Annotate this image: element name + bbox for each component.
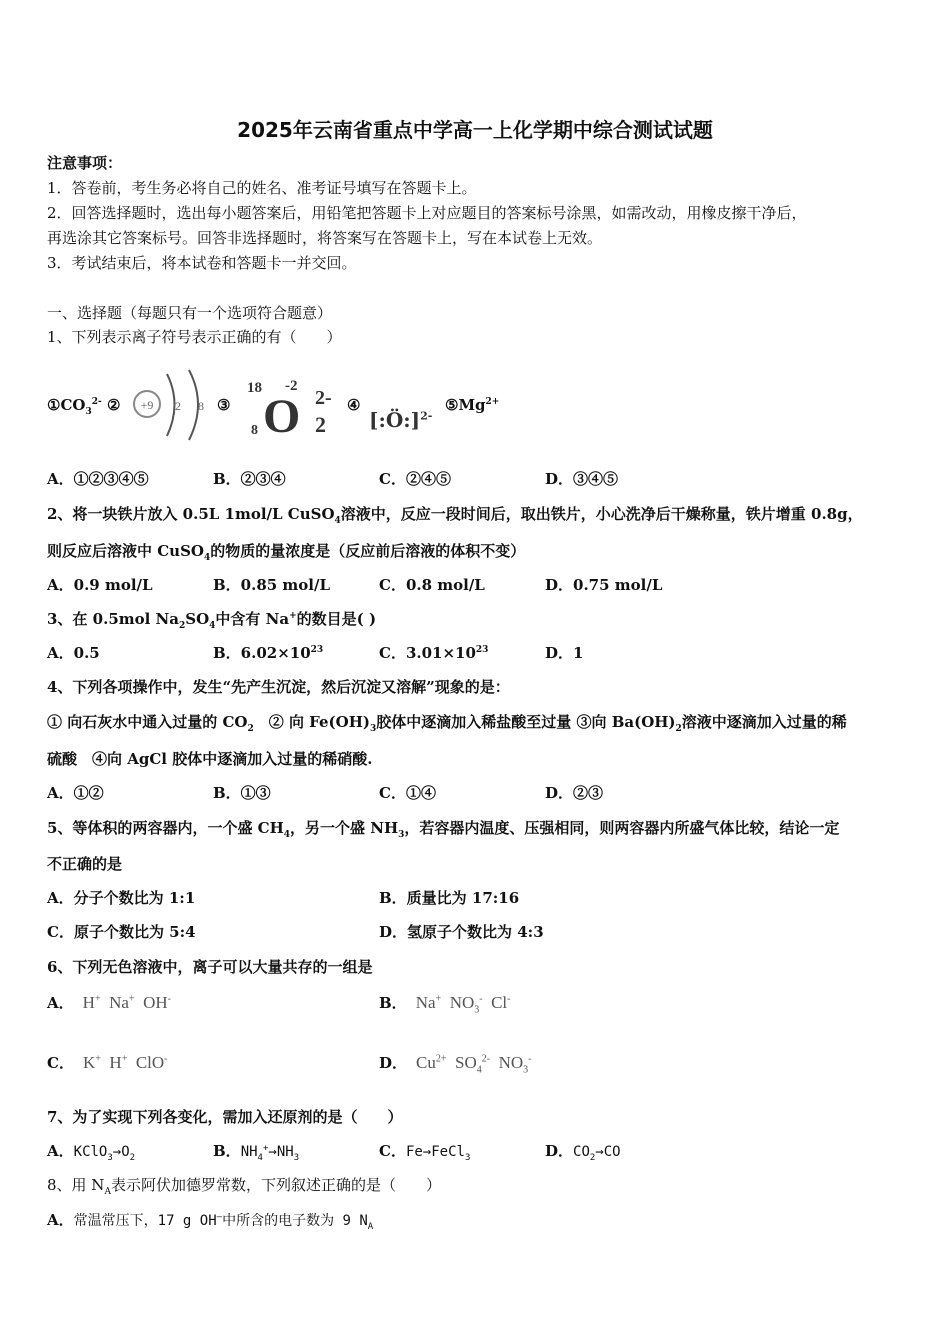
- q3-stem: 3、在 0.5mol $Na_2SO_4$中含有 Na+的数目是( ): [47, 610, 377, 631]
- q6-options-row2: [47, 1052, 907, 1075]
- q1-option-b[interactable]: B．②③④: [213, 470, 286, 488]
- q2-option-a[interactable]: A．0.9 mol/L: [47, 576, 153, 594]
- q4-options: [47, 782, 907, 803]
- shell-1-count: 2: [175, 399, 181, 413]
- q2-options: [47, 574, 907, 595]
- q4-stem: 4、下列各项操作中，发生“先产生沉淀，然后沉淀又溶解”现象的是：: [47, 678, 510, 696]
- q1-options: [47, 468, 907, 489]
- section-heading: 一、选择题（每题只有一个选项符合题意）: [47, 304, 333, 322]
- q1-stem: 1、下列表示离子符号表示正确的有（ ）: [47, 328, 342, 346]
- q1-option-d[interactable]: D．③④⑤: [545, 470, 619, 488]
- page-title: 2025年云南省重点中学高一上化学期中综合测试试题: [237, 118, 713, 142]
- q6-options-row1: [47, 992, 907, 1015]
- q1-option-c[interactable]: C．②④⑤: [379, 470, 451, 488]
- q7-option-b[interactable]: B．$NH_4^+\to NH_3$: [213, 1142, 300, 1163]
- nucleus-charge: +9: [140, 398, 154, 412]
- q7-stem: 7、为了实现下列各变化，需加入还原剂的是（ ）: [47, 1108, 403, 1126]
- q1-item-5: $⑤Mg^{2+}$: [445, 396, 500, 414]
- svg-text:2: 2: [315, 412, 326, 437]
- q4-option-d[interactable]: D．②③: [545, 784, 604, 802]
- q5-option-a[interactable]: A．分子个数比为 1:1: [47, 889, 196, 907]
- notice-item-3: 3．考试结束后，将本试卷和答题卡一并交回。: [47, 254, 357, 272]
- q3-option-a[interactable]: A．0.5: [47, 644, 100, 662]
- q5-options-row1: [47, 887, 907, 908]
- q6-option-a[interactable]: A． H+ Na+ OH-: [47, 993, 171, 1012]
- q3-option-d[interactable]: D．1: [545, 644, 584, 662]
- q3-option-b[interactable]: B．$6.02\times 10^{23}$: [213, 644, 324, 662]
- notice-heading: 注意事项：: [47, 154, 123, 172]
- q6-option-b[interactable]: B． Na+ $NO_3^-$ Cl-: [379, 993, 511, 1016]
- q7-options: [47, 1140, 907, 1163]
- q1-items: [47, 364, 567, 454]
- q1-item-3-label: ③: [217, 396, 231, 414]
- atomic-structure-diagram: [127, 364, 217, 444]
- q4-option-a[interactable]: A．①②: [47, 784, 104, 802]
- q2-option-d[interactable]: D．0.75 mol/L: [545, 576, 663, 594]
- svg-text:-2: -2: [285, 378, 298, 394]
- svg-text:O: O: [263, 390, 301, 443]
- svg-text:8: 8: [251, 423, 258, 438]
- q1-item-2-label: ②: [107, 396, 121, 414]
- q1-item-1: $①CO_3^{2-}$: [47, 396, 102, 417]
- notice-item-1: 1．答卷前，考生务必将自己的姓名、准考证号填写在答题卡上。: [47, 179, 477, 197]
- q3-options: [47, 642, 907, 663]
- q5-option-b[interactable]: B．质量比为 17:16: [379, 889, 520, 907]
- q5-stem-line2: 不正确的是: [47, 855, 123, 873]
- q6-stem: 6、下列无色溶液中，离子可以大量共存的一组是: [47, 958, 373, 976]
- q6-option-d[interactable]: D． $Cu^{2+}$ $SO_4^{2-}$ $NO_3^-$: [379, 1053, 532, 1076]
- notice-item-2-cont: 再选涂其它答案标号。回答非选择题时，将答案写在答题卡上，写在本试卷上无效。: [47, 229, 603, 247]
- q4-statements-line2: 硫酸 ④向 AgCl 胶体中逐滴加入过量的稀硝酸.: [47, 750, 373, 768]
- q8-option-a[interactable]: A．常温常压下，17 g OH—中所含的电子数为 9 $N_A$: [47, 1211, 374, 1232]
- notice-item-2: 2．回答选择题时，选出每小题答案后，用铅笔把答题卡上对应题目的答案标号涂黑，如需改动，用橡皮擦干净后，: [47, 204, 807, 222]
- q2-stem-line1: 2、将一块铁片放入 0.5L 1mol/L CuSO$_4$溶液中，反应一段时间后，取出铁片，小心洗净后干燥称量，铁片增重 0.8g，: [47, 505, 863, 526]
- q1-option-a[interactable]: A．①②③④⑤: [47, 470, 149, 488]
- q2-option-c[interactable]: C．0.8 mol/L: [379, 576, 485, 594]
- q6-option-c[interactable]: C． K+ H+ ClO-: [47, 1053, 168, 1072]
- shell-2-count: 8: [198, 399, 204, 413]
- oxygen-isotope-notation: [239, 364, 349, 444]
- q7-option-c[interactable]: C．Fe→FeCl$_3$: [379, 1142, 471, 1163]
- q7-option-a[interactable]: A．$KClO_3\to O_2$: [47, 1142, 136, 1163]
- q2-stem-line2: 则反应后溶液中 CuSO$_4$的物质的量浓度是（反应前后溶液的体积不变）: [47, 542, 526, 563]
- q5-option-c[interactable]: C．原子个数比为 5:4: [47, 923, 196, 941]
- q3-option-c[interactable]: C．$3.01\times 10^{23}$: [379, 644, 489, 662]
- q5-options-row2: [47, 921, 907, 942]
- oxide-ion-electron-dot: [:Ö:]$^{2-}$: [369, 408, 433, 432]
- q4-statements-line1: ① 向石灰水中通入过量的 $CO_2$ ② 向 $Fe(OH)_3$胶体中逐滴加入稀盐酸至过量 ③向 $Ba(OH)_2$溶液中逐滴加入过量的稀: [47, 713, 847, 734]
- svg-text:18: 18: [247, 380, 262, 396]
- svg-text:2-: 2-: [315, 387, 332, 409]
- q5-stem-line1: 5、等体积的两容器内，一个盛 $CH_4$，另一个盛 $NH_3$，若容器内温度、压强相同，则两容器内所盛气体比较，结论一定: [47, 819, 840, 840]
- q1-item-4-label: ④: [347, 396, 361, 414]
- q4-option-b[interactable]: B．①③: [213, 784, 271, 802]
- q5-option-d[interactable]: D．氢原子个数比为 4:3: [379, 923, 544, 941]
- q7-option-d[interactable]: D．$CO_2\to CO$: [545, 1142, 621, 1163]
- q8-stem: 8、用 $N_A$表示阿伏加德罗常数，下列叙述正确的是（ ）: [47, 1176, 441, 1197]
- q2-option-b[interactable]: B．0.85 mol/L: [213, 576, 331, 594]
- q4-option-c[interactable]: C．①④: [379, 784, 436, 802]
